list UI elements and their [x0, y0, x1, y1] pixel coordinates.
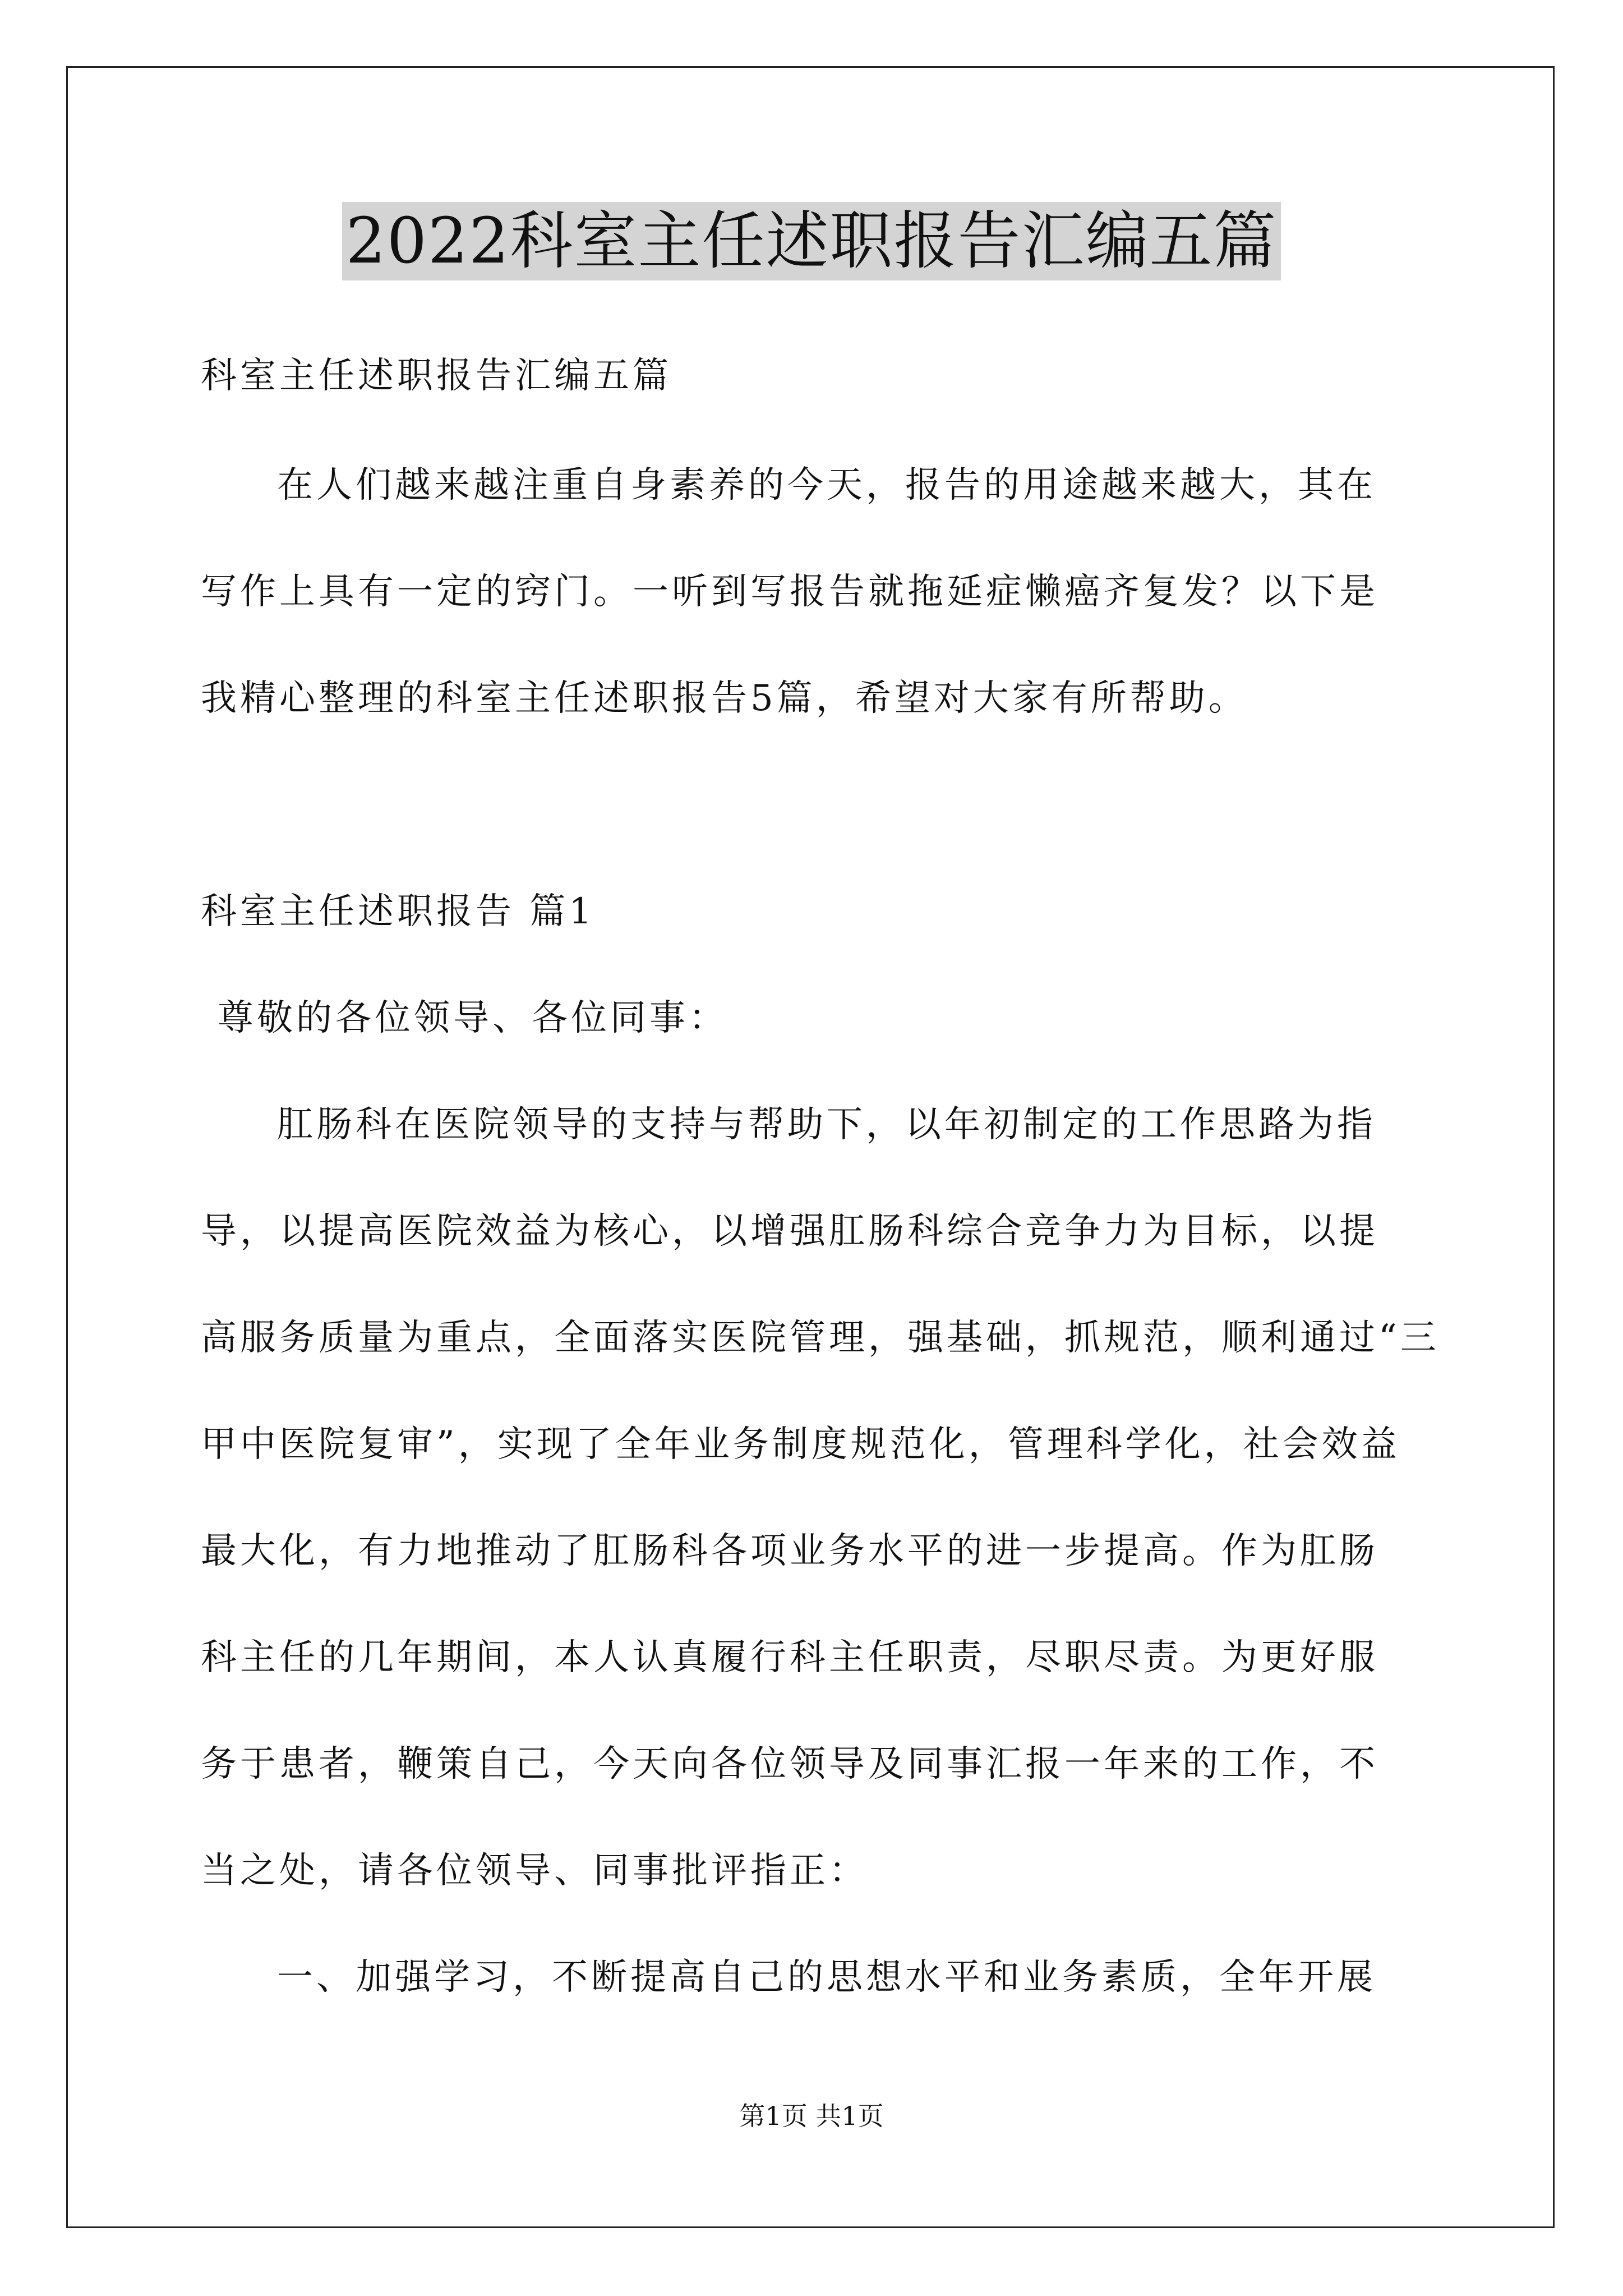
salutation: 尊敬的各位领导、各位同事：	[218, 997, 728, 1039]
body-line-1: 肛肠科在医院领导的支持与帮助下，以年初制定的工作思路为指	[277, 1104, 1376, 1145]
page-footer: 第1页 共1页	[739, 2101, 884, 2131]
body-line-7: 务于患者，鞭策自己，今天向各位领导及同事汇报一年来的工作，不	[201, 1743, 1378, 1785]
document-title	[0, 202, 1623, 280]
intro-line-3: 我精心整理的科室主任述职报告5篇，希望对大家有所帮助。	[201, 678, 1248, 719]
body-line-2: 导，以提高医院效益为核心，以增强肛肠科综合竞争力为目标，以提	[201, 1211, 1378, 1252]
body-line-6: 科主任的几年期间，本人认真履行科主任职责，尽职尽责。为更好服	[201, 1637, 1378, 1678]
section-heading: 科室主任述职报告 篇1	[201, 891, 596, 932]
document-subtitle: 科室主任述职报告汇编五篇	[201, 355, 672, 397]
body-line-3: 高服务质量为重点，全面落实医院管理，强基础，抓规范，顺利通过“三	[201, 1317, 1440, 1359]
body-line-8: 当之处，请各位领导、同事批评指正：	[201, 1850, 868, 1892]
intro-line-2: 写作上具有一定的窍门。一听到写报告就拖延症懒癌齐复发？以下是	[201, 571, 1378, 613]
body-line-5: 最大化，有力地推动了肛肠科各项业务水平的进一步提高。作为肛肠	[201, 1530, 1378, 1572]
point-line-1: 一、加强学习，不断提高自己的思想水平和业务素质，全年开展	[277, 1957, 1376, 1998]
document-title-text: 2022科室主任述职报告汇编五篇	[342, 202, 1280, 280]
intro-line-1: 在人们越来越注重自身素养的今天，报告的用途越来越大，其在	[277, 464, 1376, 506]
body-line-4: 甲中医院复审”，实现了全年业务制度规范化，管理科学化，社会效益	[201, 1424, 1400, 1465]
